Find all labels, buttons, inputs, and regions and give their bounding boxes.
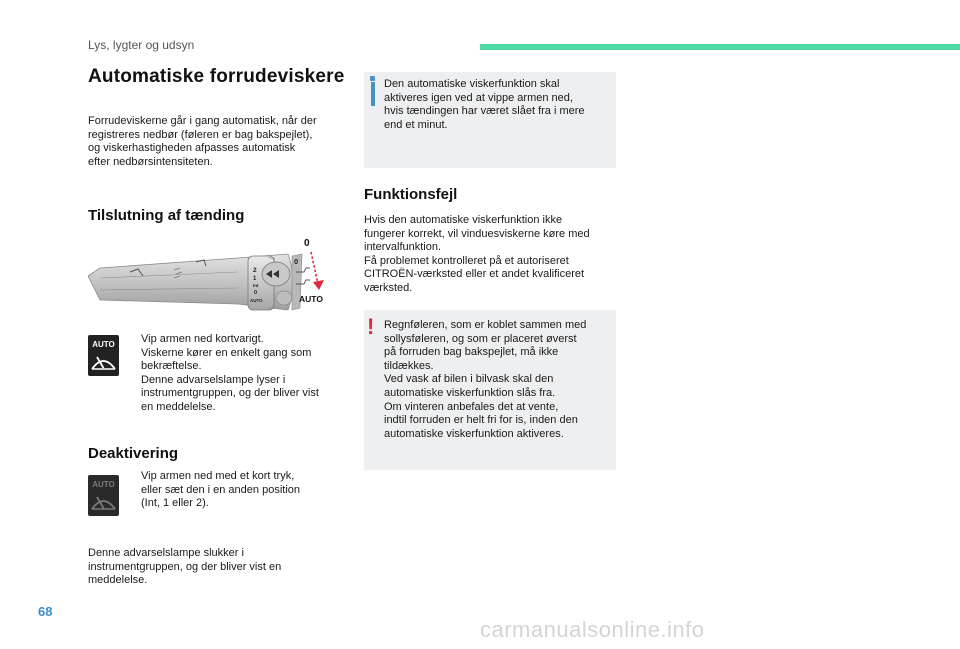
text-line: Regnføleren, som er koblet sammen med bbox=[384, 319, 587, 331]
info-icon bbox=[370, 76, 375, 81]
wiper-stalk-svg bbox=[88, 232, 343, 322]
warning-note-box bbox=[364, 310, 616, 470]
text-line: instrumentgruppen, og der bliver vist bbox=[141, 387, 319, 400]
stalk-label: Int bbox=[253, 283, 259, 288]
intro-line: og viskerhastigheden afpasses automatisk bbox=[88, 142, 296, 155]
heading-tilslutning: Tilslutning af tænding bbox=[88, 207, 245, 224]
info-note-text bbox=[384, 78, 609, 132]
text-line: Ved vask af bilen i bilvask skal den bbox=[384, 373, 554, 386]
ring-zero-label: 0 bbox=[294, 257, 299, 266]
text-line: automatiske viskerfunktion aktiveres. bbox=[384, 427, 564, 440]
intro-line: efter nedbørsintensiteten. bbox=[88, 155, 213, 168]
text-line: eller sæt den i en anden position bbox=[141, 483, 300, 496]
section-label: Lys, lygter og udsyn bbox=[88, 38, 195, 52]
text-line: CITROËN-værksted eller et andet kvalificeret bbox=[364, 268, 585, 281]
text-line: end et minut. bbox=[384, 118, 448, 131]
text-line: aktiveres igen ved at vippe armen ned, bbox=[384, 91, 573, 104]
heading-funktionsfejl: Funktionsfejl bbox=[364, 186, 458, 203]
text-line: en meddelelse. bbox=[141, 400, 216, 413]
text-line: Om vinteren anbefales det at vente, bbox=[384, 400, 559, 413]
text-line: på forruden bag bakspejlet, må ikke bbox=[384, 346, 559, 359]
text-line: sollysføleren, og som er placeret øverst bbox=[384, 332, 577, 345]
text-line: Denne advarselslampe lyser i bbox=[141, 373, 286, 386]
warning-note-text bbox=[384, 319, 609, 441]
text-line: automatiske viskerfunktion slås fra. bbox=[384, 386, 556, 399]
position-zero-label: 0 bbox=[304, 238, 310, 249]
stalk-label: AUTO bbox=[250, 298, 263, 303]
auto-icon-label: AUTO bbox=[92, 480, 115, 489]
page-number: 68 bbox=[38, 604, 53, 619]
text-line: Hvis den automatiske viskerfunktion ikke bbox=[364, 214, 563, 226]
deaktivering-after-text bbox=[88, 547, 343, 588]
text-line: indtil forruden er helt fri for is, inden den bbox=[384, 414, 578, 427]
text-line: (Int, 1 eller 2). bbox=[141, 497, 209, 510]
text-line: fungerer korrekt, vil vinduesviskerne køre med bbox=[364, 227, 590, 240]
text-line: bekræftelse. bbox=[141, 360, 202, 373]
watermark: carmanualsonline.info bbox=[480, 617, 705, 642]
text-line: intervalfunktion. bbox=[364, 241, 442, 254]
text-line: hvis tændingen har været slået fra i mere bbox=[384, 105, 585, 118]
text-line: Den automatiske viskerfunktion skal bbox=[384, 78, 560, 90]
intro-paragraph bbox=[88, 115, 343, 169]
stalk-label: 2 bbox=[253, 267, 257, 274]
auto-wiper-lamp-off-icon bbox=[88, 475, 119, 516]
deaktivering-description bbox=[141, 470, 341, 511]
text-line: værksted. bbox=[364, 281, 413, 294]
text-line: tildækkes. bbox=[384, 359, 434, 372]
position-auto-label: AUTO bbox=[299, 294, 323, 304]
page-title: Automatiske forrudeviskere bbox=[88, 66, 345, 87]
header-accent-bar bbox=[480, 44, 960, 50]
stalk-label: 1 bbox=[253, 276, 257, 282]
text-line: Vip armen ned med et kort tryk, bbox=[141, 470, 295, 482]
text-line: Viskerne kører en enkelt gang som bbox=[141, 346, 312, 359]
warning-exclamation-icon: ! bbox=[367, 314, 375, 339]
info-note-box bbox=[364, 72, 616, 168]
info-icon-bar bbox=[371, 82, 375, 106]
funktionsfejl-text bbox=[364, 214, 614, 296]
text-line: Få problemet kontrolleret på et autoriseret bbox=[364, 254, 569, 267]
wiper-stalk-illustration bbox=[88, 232, 343, 322]
intro-line: Forrudeviskerne går i gang automatisk, når der bbox=[88, 115, 317, 127]
auto-wiper-warning-lamp-icon bbox=[88, 335, 119, 376]
tilslutning-description bbox=[141, 333, 341, 415]
text-line: Vip armen ned kortvarigt. bbox=[141, 333, 264, 345]
heading-deaktivering: Deaktivering bbox=[88, 445, 179, 462]
stalk-label: 0 bbox=[254, 290, 258, 296]
text-line: Denne advarselslampe slukker i bbox=[88, 547, 244, 559]
auto-icon-label: AUTO bbox=[92, 340, 115, 349]
text-line: instrumentgruppen, og der bliver vist en bbox=[88, 560, 282, 573]
intro-line: registreres nedbør (føleren er bag bakspejlet), bbox=[88, 128, 313, 141]
text-line: meddelelse. bbox=[88, 574, 148, 587]
